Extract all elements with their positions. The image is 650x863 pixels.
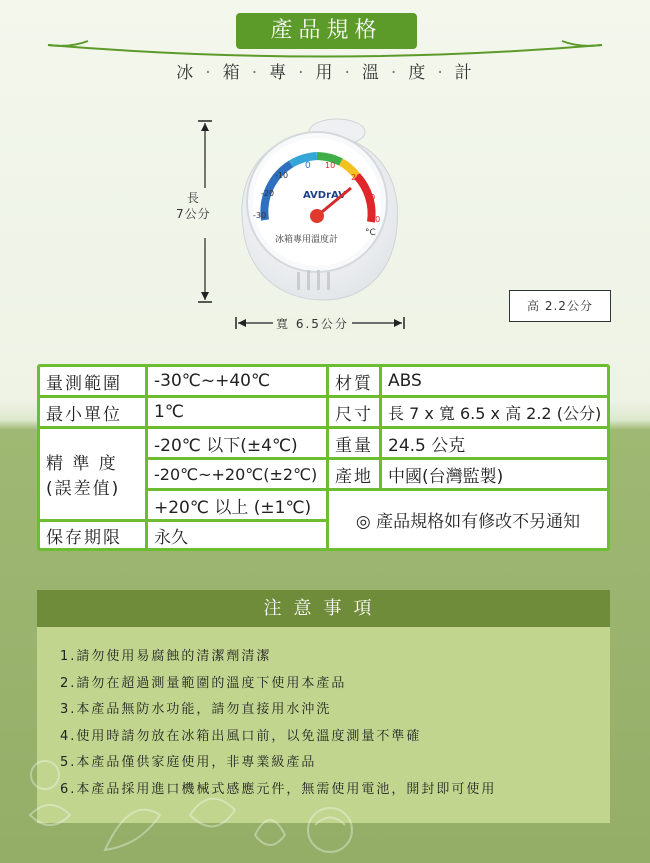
svg-text:30: 30	[365, 193, 376, 202]
svg-text:AVDrAV: AVDrAV	[303, 190, 346, 201]
svg-text:40: 40	[370, 215, 381, 224]
note-item: 2.請勿在超過測量範圍的溫度下使用本產品	[60, 675, 347, 691]
height-label: 長 7公分	[176, 191, 211, 221]
notes-list	[60, 644, 496, 803]
shelf-life-value: 永久	[148, 522, 326, 548]
accuracy-row-2: -20℃~+20℃(±2℃)	[148, 460, 326, 488]
note-item: 6.本產品採用進口機械式感應元件，無需使用電池，開封即可使用	[60, 781, 497, 797]
weight-label: 重量	[329, 429, 379, 457]
svg-text:-30: -30	[253, 211, 267, 220]
size-value: 長 7 x 寬 6.5 x 高 2.2 (公分)	[382, 398, 607, 426]
svg-text:0: 0	[305, 161, 311, 171]
svg-text:-20: -20	[261, 189, 275, 198]
origin-label: 產地	[329, 460, 379, 488]
note-item: 4.使用時請勿放在冰箱出風口前，以免溫度測量不準確	[60, 728, 422, 744]
accuracy-label: 精 準 度 (誤差值)	[40, 429, 145, 519]
range-label: 量測範圍	[40, 367, 145, 395]
min-unit-label: 最小單位	[40, 398, 145, 426]
svg-text:°C: °C	[365, 228, 376, 238]
accuracy-row-1: -20℃ 以下(±4℃)	[148, 429, 326, 457]
page-title: 產品規格	[236, 13, 417, 49]
range-value: -30℃~+40℃	[148, 367, 326, 395]
weight-value: 24.5 公克	[382, 429, 607, 457]
svg-text:-10: -10	[275, 171, 289, 180]
origin-value: 中國(台灣監製)	[382, 460, 607, 488]
min-unit-value: 1℃	[148, 398, 326, 426]
size-label: 尺寸	[329, 398, 379, 426]
note-item: 1.請勿使用易腐蝕的清潔劑清潔	[60, 649, 272, 664]
width-label: 寬 6.5公分	[273, 315, 352, 332]
svg-text:10: 10	[325, 161, 336, 170]
depth-label: 高 2.2公分	[509, 290, 611, 322]
material-label: 材質	[329, 367, 379, 395]
accuracy-row-3: +20℃ 以上 (±1℃)	[148, 491, 326, 519]
material-value: ABS	[382, 367, 607, 395]
note-item: 3.本產品無防水功能，請勿直接用水沖洗	[60, 702, 332, 717]
svg-text:20: 20	[351, 173, 362, 182]
svg-text:冰箱專用溫度計: 冰箱專用溫度計	[275, 235, 339, 245]
spec-notice: ◎ 產品規格如有修改不另通知	[329, 491, 607, 548]
thermometer-image	[225, 112, 415, 307]
subtitle: 冰 · 箱 · 專 · 用 · 溫 · 度 · 計	[176, 63, 474, 83]
note-item: 5.本產品僅供家庭使用，非專業級產品	[60, 755, 317, 770]
notes-title: 注意事項	[37, 590, 610, 627]
shelf-life-label: 保存期限	[40, 522, 145, 548]
